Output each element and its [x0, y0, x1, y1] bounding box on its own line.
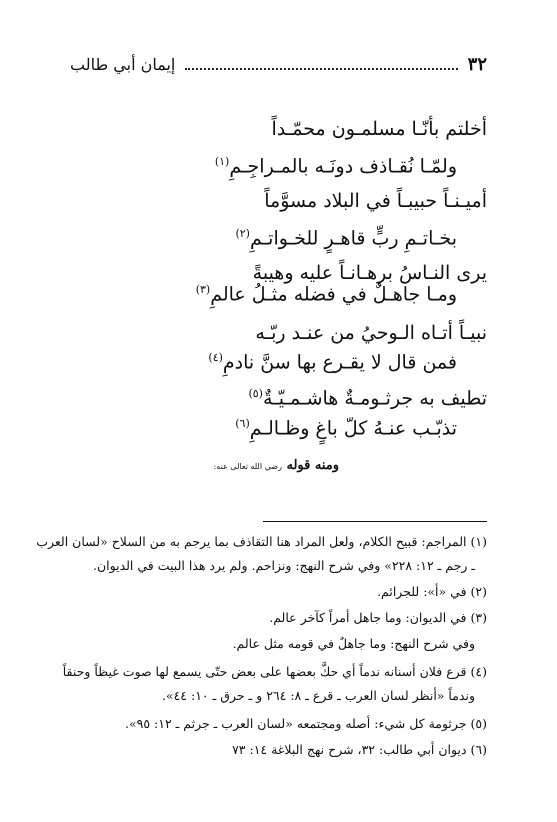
- verse-line: أميـنـاً حبيبـاً في البلاد مسوَّماً: [264, 190, 487, 212]
- verse-line: يرى النـاسُ برهـانـاً عليه وهيبةً: [252, 262, 487, 284]
- footnote-line: (٦) ديوان أبي طالب: ٣٢، شرح نهج البلاغة ١٤: ٧٣: [232, 742, 487, 757]
- footnote-line: وفي شرح النهج: وما جاهلٌ في قومه مثل عالم.: [232, 636, 475, 651]
- footnote-line: (٢) في «أ»: للجرائم.: [377, 584, 487, 599]
- verse-line: نبيـاً أتـاه الـوحيُ من عنـد ربّـه: [255, 322, 487, 344]
- verse-line: بخـاتـمِ ربٍّ قاهـرٍ للخـواتـمِ$^{(٢)}$: [235, 227, 457, 250]
- footnote-ref: (٣): [195, 283, 211, 296]
- footnote-line: (٥) جرثومة كل شيء: أصله ومجتمعه «لسان العرب ـ جرثم ـ ١٢: ٩٥».: [124, 716, 487, 731]
- footnote-ref: (٥): [248, 387, 263, 400]
- verse-line: فمن قال لا يقـرع بها سنَّ نادمِ$^{(٤)}$: [208, 351, 457, 374]
- footnote-ref: (٢): [235, 227, 250, 240]
- running-title: إيمان أبي طالب: [70, 54, 176, 74]
- intro-text: ومنه قوله: [286, 458, 339, 473]
- verse-line: تطيف به جرثـومـةٌ هاشـمـيّـةٌ$^{(٥)}$: [248, 387, 487, 410]
- verse-line: أخلتم بأنّـا مسلمـون محمّـداً: [271, 118, 487, 140]
- footnote-ref: (٦): [235, 417, 250, 430]
- footnote-ref: (٤): [208, 351, 223, 364]
- dotted-leader: [185, 58, 457, 70]
- footnote-line: (١) المراجم: قبيح الكلام، ولعل المراد هنا التقاذف بما يرجم به من السلاح «لسان العرب: [36, 534, 487, 549]
- intro-line: [214, 458, 339, 473]
- footnote-line: (٣) في الديوان: وما جاهل أمراً كآخر عالم.: [269, 610, 487, 625]
- verse-line: تذبّـب عنـهُ كلّ باغٍ وظـالـمِ$^{(٦)}$: [235, 417, 457, 440]
- page-header: [70, 52, 487, 76]
- footnote-separator: [263, 521, 487, 522]
- footnote-line: وندماً «أنظر لسان العرب ـ قرع ـ ٨: ٢٦٤ و ـ حرق ـ ١٠: ٤٤».: [161, 688, 475, 703]
- verse-line: ومـا جاهـلٌ في فضله مثـلُ عالمِ$^{(٣)}$: [195, 283, 457, 306]
- footnote-ref: (١): [214, 155, 230, 168]
- page-number: ٣٢: [467, 53, 487, 75]
- verse-line: ولمّـا نُقـاذف دونَـه بالمـراجِـمِ$^{(١)}$: [214, 155, 457, 178]
- honorific: رضي الله تعالى عنه:: [213, 462, 282, 471]
- footnote-line: (٤) قرع فلان أسنانه ندماً أي حكَّ بعضها على بعض حتّى يسمع لها صوت غيظاً وحنقاً: [62, 664, 487, 679]
- footnote-line: ـ رجم ـ ١٢: ٢٢٨» وفي شرح النهج: ونزاحم. ولم يرد هذا البيت في الديوان.: [93, 558, 475, 573]
